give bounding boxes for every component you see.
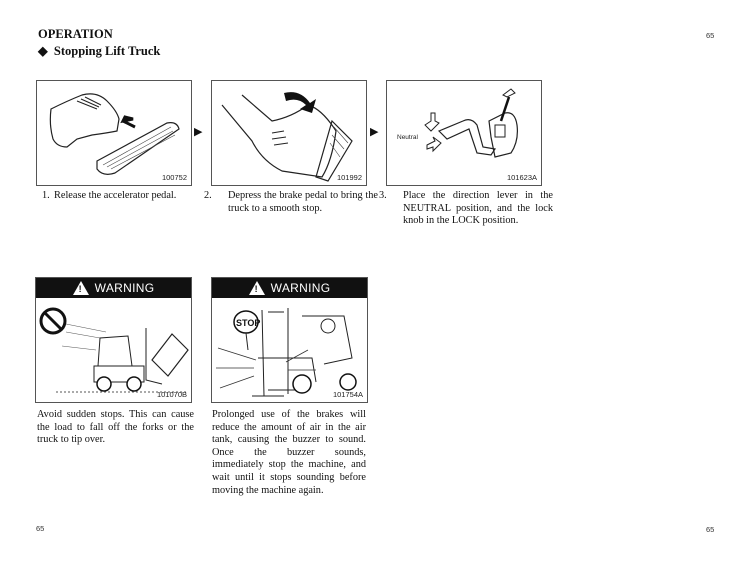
figure-direction-lever: [386, 80, 542, 186]
step-2-text: 2. Depress the brake pedal to bring the truck to a smooth stop.: [204, 190, 378, 214]
warning-banner: [212, 278, 367, 298]
warning-box-sudden-stop: [35, 277, 192, 403]
warning-title: WARNING: [94, 281, 155, 295]
figure-brake-pedal: [211, 80, 367, 186]
forklift-stop-buzzer-illustration: [212, 298, 367, 402]
figure-accelerator-pedal: [36, 80, 192, 186]
page-number-top: 65: [706, 31, 715, 40]
figure-code: 101623A: [506, 173, 537, 182]
arrow-right-icon: ▶: [370, 125, 379, 138]
page-number-bottom-left: 65: [36, 524, 45, 533]
foot-depress-brake-illustration: [212, 81, 366, 185]
warning-box-air-brake: [211, 277, 368, 403]
step-3-text: 3. Place the direction lever in the NEUTRAL position, and the lock knob in the LOCK position.: [379, 190, 553, 226]
subtitle: [38, 43, 160, 59]
svg-text:Neutral: Neutral: [397, 134, 418, 141]
warning-triangle-icon: !: [249, 281, 265, 295]
warning-banner: [36, 278, 191, 298]
figure-code: 101070B: [156, 390, 187, 399]
figure-code: 101992: [336, 173, 362, 182]
warning-1-text: Avoid sudden stops. This can cause the load to fall off the forks or the truck to tip over.: [37, 409, 194, 446]
subtitle-text: Stopping Lift Truck: [53, 44, 161, 58]
warning-title: WARNING: [270, 281, 331, 295]
step-1-text: 1. Release the accelerator pedal.: [42, 190, 177, 201]
section-title: OPERATION: [38, 27, 113, 41]
figure-code: 101754A: [332, 390, 363, 399]
page-number-bottom-right: 65: [706, 525, 715, 534]
direction-lever-illustration: [387, 81, 541, 185]
diamond-bullet-icon: ◆: [38, 44, 48, 58]
warning-triangle-icon: !: [73, 281, 89, 295]
arrow-right-icon: ▶: [194, 125, 203, 138]
forklift-tipping-illustration: [36, 298, 191, 402]
figure-code: 100752: [161, 173, 187, 182]
foot-release-pedal-illustration: [37, 81, 191, 185]
svg-text:STOP: STOP: [236, 318, 261, 328]
warning-2-text: Prolonged use of the brakes will reduce the amount of air in the air tank, causing the buzzer to sound. Once the buzzer sounds, immediately stop the machine, and wait until it stops sounding before moving the machine again.: [212, 409, 366, 496]
